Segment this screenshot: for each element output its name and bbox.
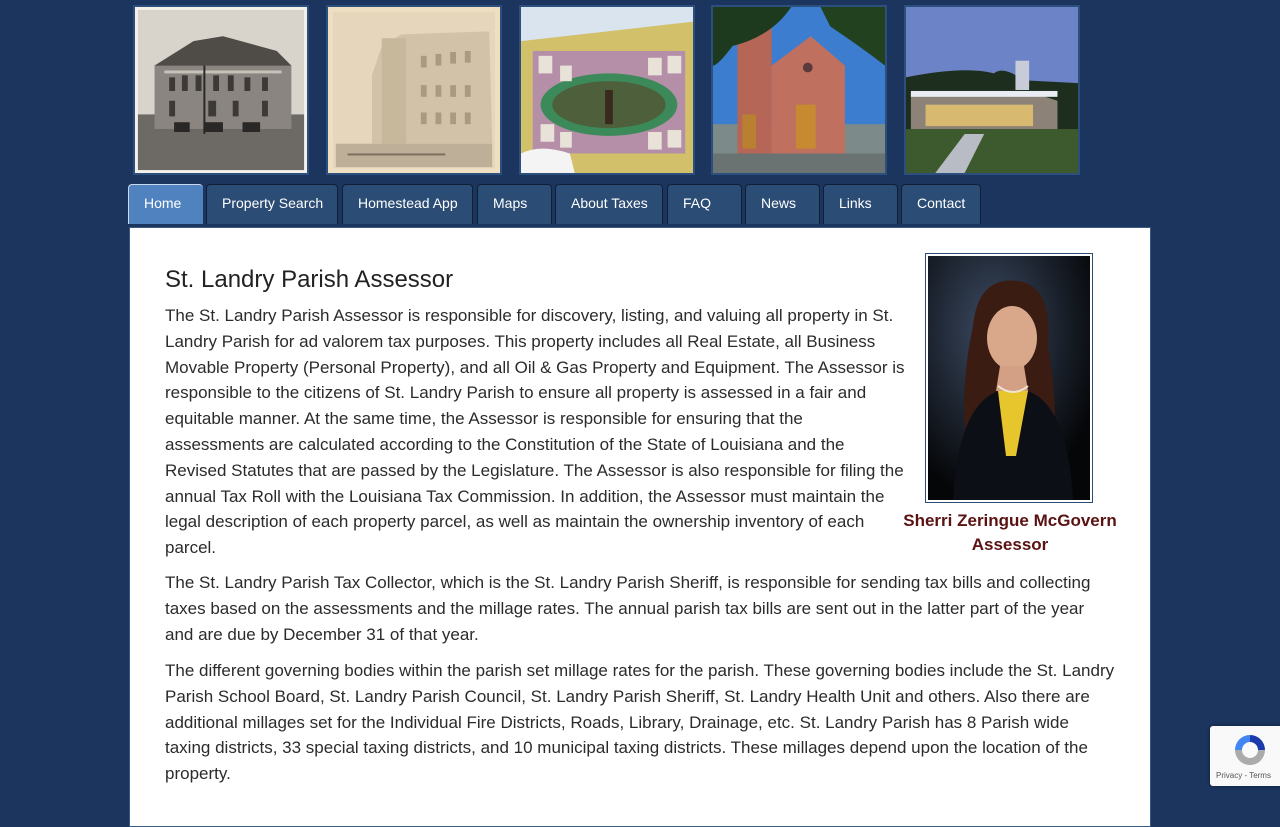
tab-home[interactable]: Home [128, 184, 203, 224]
tab-property-search[interactable]: Property Search [206, 184, 338, 224]
tab-links[interactable]: Links [823, 184, 898, 224]
tab-homestead-app[interactable]: Homestead App [342, 184, 473, 224]
historic-courthouse-photo [133, 5, 309, 175]
portrait-caption [900, 509, 1120, 557]
recaptcha-privacy-terms-link[interactable]: Privacy - Terms [1216, 771, 1271, 780]
tab-about-taxes[interactable]: About Taxes [555, 184, 663, 224]
modern-building-photo [904, 5, 1080, 175]
tab-maps[interactable]: Maps [477, 184, 552, 224]
intro-paragraph: The St. Landry Parish Assessor is responsible for discovery, listing, and valuing all property in St. Landry Parish for ad valorem tax purposes. This property includes all Real Estate, all Business Movable Property (Personal Property), and all Oil & Gas Property and Equipment. The Assessor is responsible to the citizens of St. Landry Parish to ensure all property is assessed in a fair and equitable manner. At the same time, the Assessor is responsible for ensuring that the assessments are calculated according to the Constitution of the State of Louisiana and the Revised Statutes that are passed by the Legislature. The Assessor is also responsible for filing the annual Tax Roll with the Louisiana Tax Commission. In addition, the Assessor must maintain the legal description of each property parcel, as well as maintain the ownership inventory of each parcel. [165, 306, 905, 558]
assessor-name: Sherri Zeringue McGovern [903, 511, 1117, 530]
church-photo [711, 5, 887, 175]
assessor-role: Assessor [971, 535, 1049, 554]
page-title: St. Landry Parish Assessor [165, 266, 454, 293]
recaptcha-badge[interactable] [1210, 726, 1280, 786]
content-panel [129, 227, 1151, 827]
tax-collector-paragraph: The St. Landry Parish Tax Collector, which is the St. Landry Parish Sheriff, is responsible for sending tax bills and collecting taxes based on the assessments and the millage rates. The annual parish tax bills are sent out in the latter part of the year and are due by December 31 of that year. [165, 573, 1091, 644]
recaptcha-icon [1232, 732, 1268, 768]
tab-contact[interactable]: Contact [901, 184, 981, 224]
tab-news[interactable]: News [745, 184, 820, 224]
mural-photo [519, 5, 695, 175]
tab-faq[interactable]: FAQ [667, 184, 742, 224]
millage-paragraph: The different governing bodies within the parish set millage rates for the parish. These governing bodies include the St. Landry Parish School Board, St. Landry Parish Council, St. Landry Parish Sheriff, St. Landry Health Unit and others. Also there are additional millages set for the Individual Fire Districts, Roads, Library, Drainage, etc. St. Landry Parish has 8 Parish wide taxing districts, 33 special taxing districts, and 10 municipal taxing districts. These millages depend upon the location of the property. [165, 661, 1115, 784]
parish-courthouse-photo [326, 5, 502, 175]
assessor-portrait [925, 253, 1093, 503]
